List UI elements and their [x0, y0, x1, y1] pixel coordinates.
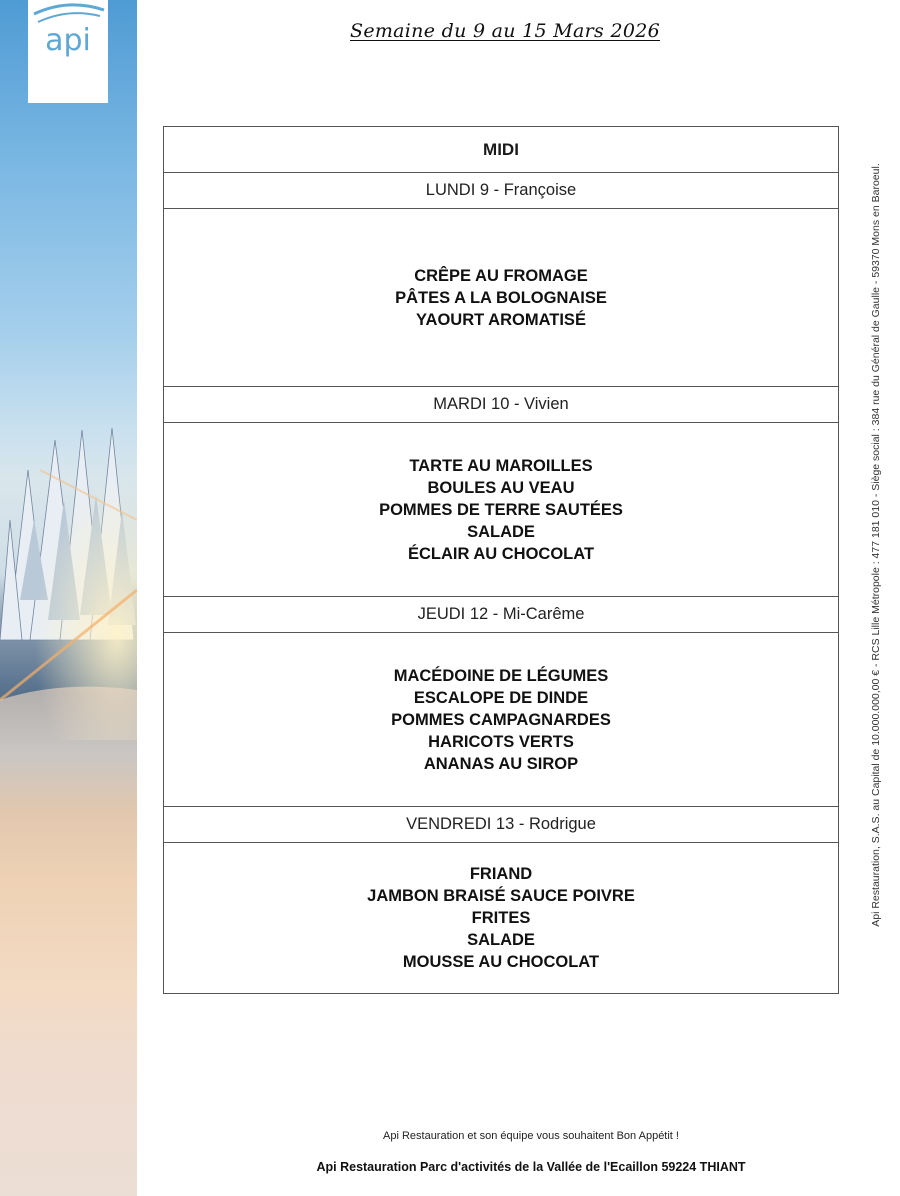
api-logo-swoosh-icon — [28, 0, 108, 103]
dishes-friday — [164, 843, 838, 993]
menu-header: MIDI — [164, 127, 838, 173]
dish-item: JAMBON BRAISÉ SAUCE POIVRE — [367, 887, 635, 905]
day-label-friday: VENDREDI 13 - Rodrigue — [164, 807, 838, 843]
dish-item: PÂTES A LA BOLOGNAISE — [395, 288, 607, 307]
dish-item: MOUSSE AU CHOCOLAT — [402, 953, 600, 971]
logo-text: api — [45, 23, 91, 58]
dish-item: HARICOTS VERTS — [428, 732, 574, 751]
dish-item: FRIAND — [469, 865, 533, 883]
dish-item: BOULES AU VEAU — [427, 478, 575, 497]
footer-address: Api Restauration Parc d'activités de la Vallée de l'Ecaillon 59224 THIANT — [316, 1160, 746, 1174]
dish-item: MACÉDOINE DE LÉGUMES — [393, 666, 609, 685]
dish-item: SALADE — [467, 522, 535, 541]
day-label-tuesday: MARDI 10 - Vivien — [164, 387, 838, 423]
dish-item: POMMES DE TERRE SAUTÉES — [379, 500, 623, 519]
dishes-monday — [164, 209, 838, 387]
dish-item: TARTE AU MAROILLES — [409, 456, 593, 475]
winter-landscape-image — [0, 0, 137, 1196]
dish-item: FRITES — [471, 909, 531, 927]
legal-mention: Api Restauration, S.A.S. au Capital de 10.000.000,00 € - RCS Lille Métropole : 477 181 010 - Siège social : 384 rue du Général de Gaulle - 59370 Mons en Baroeul. — [870, 163, 882, 927]
footer-wish: Api Restauration et son équipe vous souhaitent Bon Appétit ! — [383, 1130, 679, 1142]
dish-item: SALADE — [467, 931, 535, 949]
dish-item: POMMES CAMPAGNARDES — [391, 710, 611, 729]
api-logo — [28, 0, 108, 103]
week-title: Semaine du 9 au 15 Mars 2026 — [350, 20, 660, 42]
day-label-thursday: JEUDI 12 - Mi-Carême — [164, 597, 838, 633]
dishes-thursday — [164, 633, 838, 807]
dishes-tuesday — [164, 423, 838, 597]
dish-item: ANANAS AU SIROP — [423, 754, 579, 773]
menu-table — [163, 126, 839, 994]
dish-item: YAOURT AROMATISÉ — [416, 310, 586, 329]
day-label-monday: LUNDI 9 - Françoise — [164, 173, 838, 209]
dish-item: ÉCLAIR AU CHOCOLAT — [407, 544, 595, 563]
dish-item: ESCALOPE DE DINDE — [413, 688, 589, 707]
dish-item: CRÊPE AU FROMAGE — [414, 266, 588, 285]
